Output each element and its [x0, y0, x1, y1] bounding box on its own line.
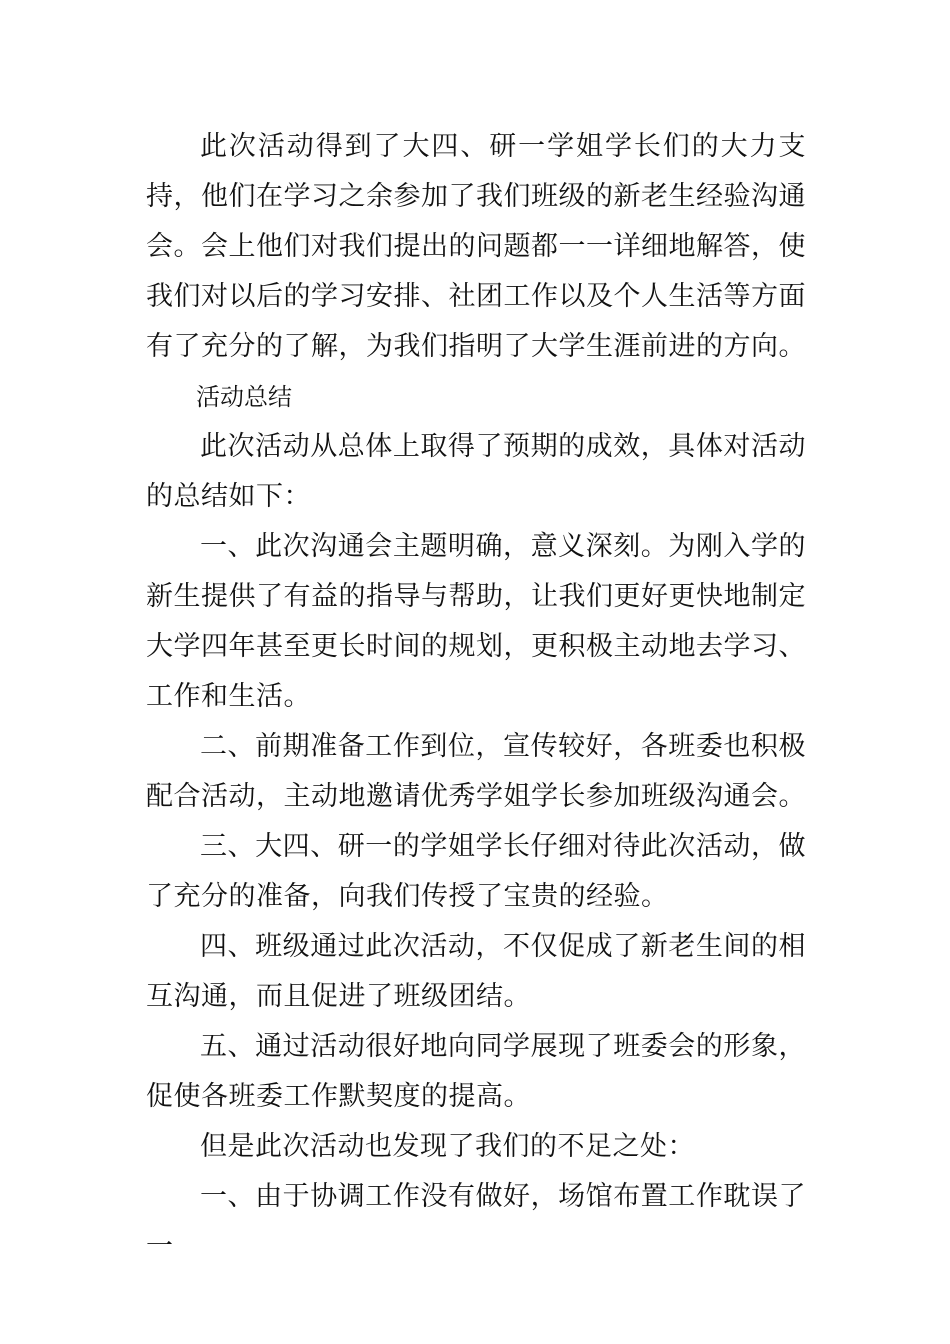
paragraph-point-4: 四、班级通过此次活动，不仅促成了新老生间的相互沟通，而且促进了班级团结。 — [146, 931, 806, 1012]
paragraph-support: 此次活动得到了大四、研一学姐学长们的大力支持，他们在学习之余参加了我们班级的新老生经验沟通会。会上他们对我们提出的问题都一一详细地解答，使我们对以后的学习安排、社团工作以及个人生活等方面有了充分的了解，为我们指明了大学生涯前进的方向。 — [146, 131, 806, 362]
document-page — [146, 122, 806, 1272]
paragraph-summary-intro: 此次活动从总体上取得了预期的成效，具体对活动的总结如下： — [146, 431, 806, 512]
section-heading-summary: 活动总结 — [196, 383, 292, 411]
paragraph-shortcomings-intro: 但是此次活动也发现了我们的不足之处： — [200, 1131, 695, 1162]
paragraph-shortcoming-1: 一、由于协调工作没有做好，场馆布置工作耽误了一 — [146, 1181, 806, 1262]
paragraph-point-1: 一、此次沟通会主题明确，意义深刻。为刚入学的新生提供了有益的指导与帮助，让我们更好更快地制定大学四年甚至更长时间的规划，更积极主动地去学习、工作和生活。 — [146, 531, 806, 712]
paragraph-point-5: 五、通过活动很好地向同学展现了班委会的形象，促使各班委工作默契度的提高。 — [146, 1031, 806, 1112]
paragraph-point-2: 二、前期准备工作到位，宣传较好，各班委也积极配合活动，主动地邀请优秀学姐学长参加班级沟通会。 — [146, 731, 806, 812]
paragraph-point-3: 三、大四、研一的学姐学长仔细对待此次活动，做了充分的准备，向我们传授了宝贵的经验。 — [146, 831, 806, 912]
